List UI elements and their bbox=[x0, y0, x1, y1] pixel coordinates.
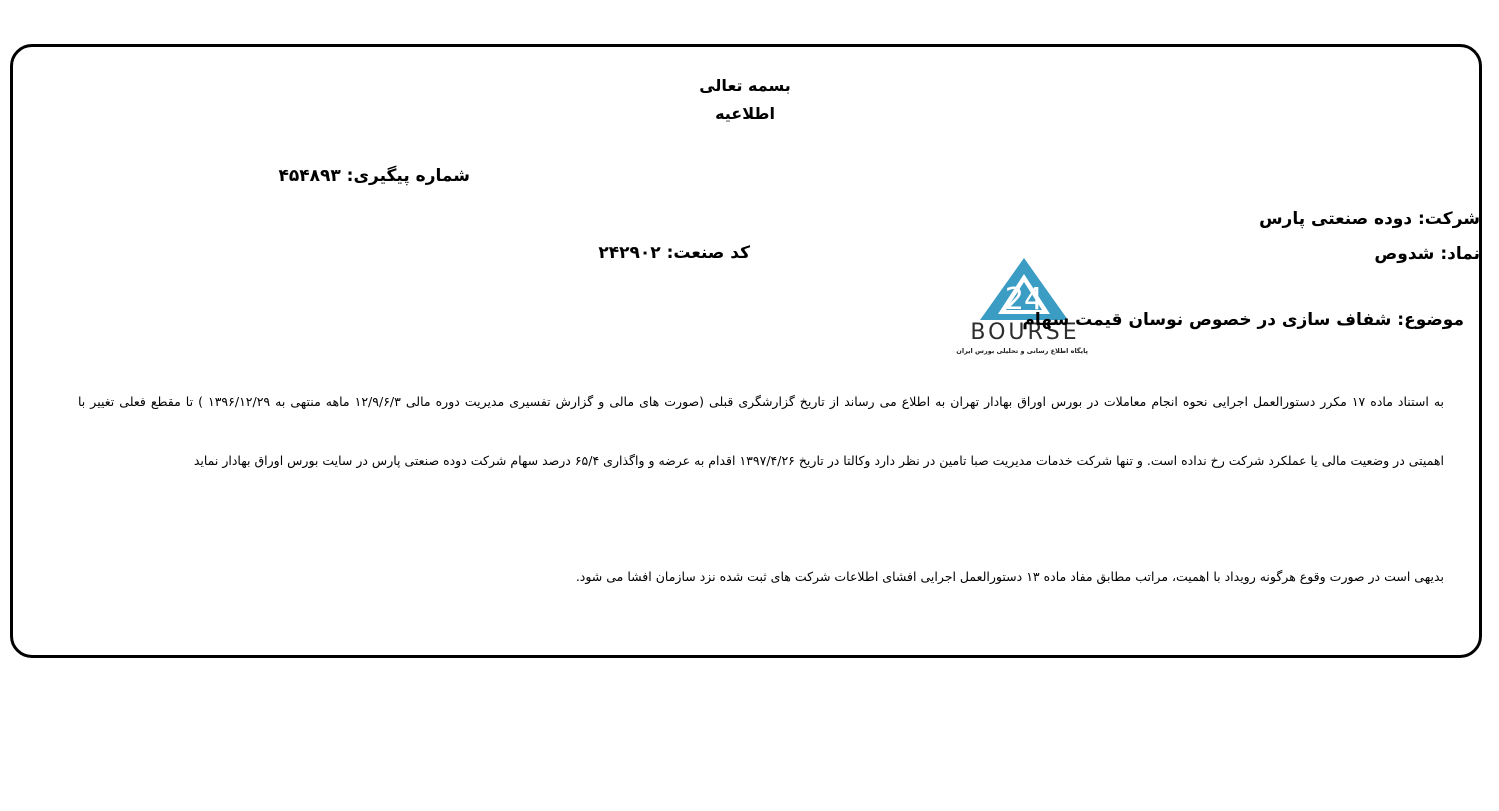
logo-word: BOURSE bbox=[970, 320, 1080, 345]
tracking-number: شماره پیگیری: ۴۵۴۸۹۳ bbox=[278, 166, 470, 186]
ticker-symbol: نماد: شدوص bbox=[1374, 244, 1480, 264]
logo-mark: 24 bbox=[1004, 282, 1044, 317]
logo-tagline: پایگاه اطلاع رسانی و تحلیلی بورس ایران bbox=[956, 347, 1088, 355]
subject-line: موضوع: شفاف سازی در خصوص نوسان قیمت سهام bbox=[1022, 310, 1464, 330]
announcement-frame bbox=[10, 44, 1482, 658]
body-paragraph-1-line-1: به استناد ماده ۱۷ مکرر دستورالعمل اجرایی نحوه انجام معاملات در بورس اوراق بهادار تهران به اطلاع می رساند از تاریخ گزارشگری قبلی (صورت های مالی و گزارش تفسیری مدیریت دوره مالی ۱۲/۹/۶/۳ ماهه منتهی به ۱۳۹۶/۱۲/۲۹ ) تا مقطع فعلی تغییر با bbox=[78, 394, 1444, 409]
heading-announcement: اطلاعیه bbox=[715, 104, 775, 123]
industry-code: کد صنعت: ۲۴۲۹۰۲ bbox=[598, 243, 750, 263]
bourse24-logo bbox=[958, 252, 1090, 362]
company-name: شرکت: دوده صنعتی پارس bbox=[1259, 209, 1480, 229]
heading-bismillah: بسمه تعالی bbox=[699, 76, 791, 95]
body-paragraph-1-line-2: اهمیتی در وضعیت مالی یا عملکرد شرکت رخ نداده است. و تنها شرکت خدمات مدیریت صبا تامین در نظر دارد وکالتا در تاریخ ۱۳۹۷/۴/۲۶ اقدام به عرضه و واگذاری ۶۵/۴ درصد سهام شرکت دوده صنعتی پارس در سایت بورس اوراق بهادار نماید bbox=[193, 453, 1444, 468]
body-paragraph-2: بدیهی است در صورت وقوع هرگونه رویداد با اهمیت، مراتب مطابق مفاد ماده ۱۳ دستورالعمل اجرایی افشای اطلاعات شرکت های ثبت شده نزد سازمان افشا می شود. bbox=[575, 569, 1444, 584]
